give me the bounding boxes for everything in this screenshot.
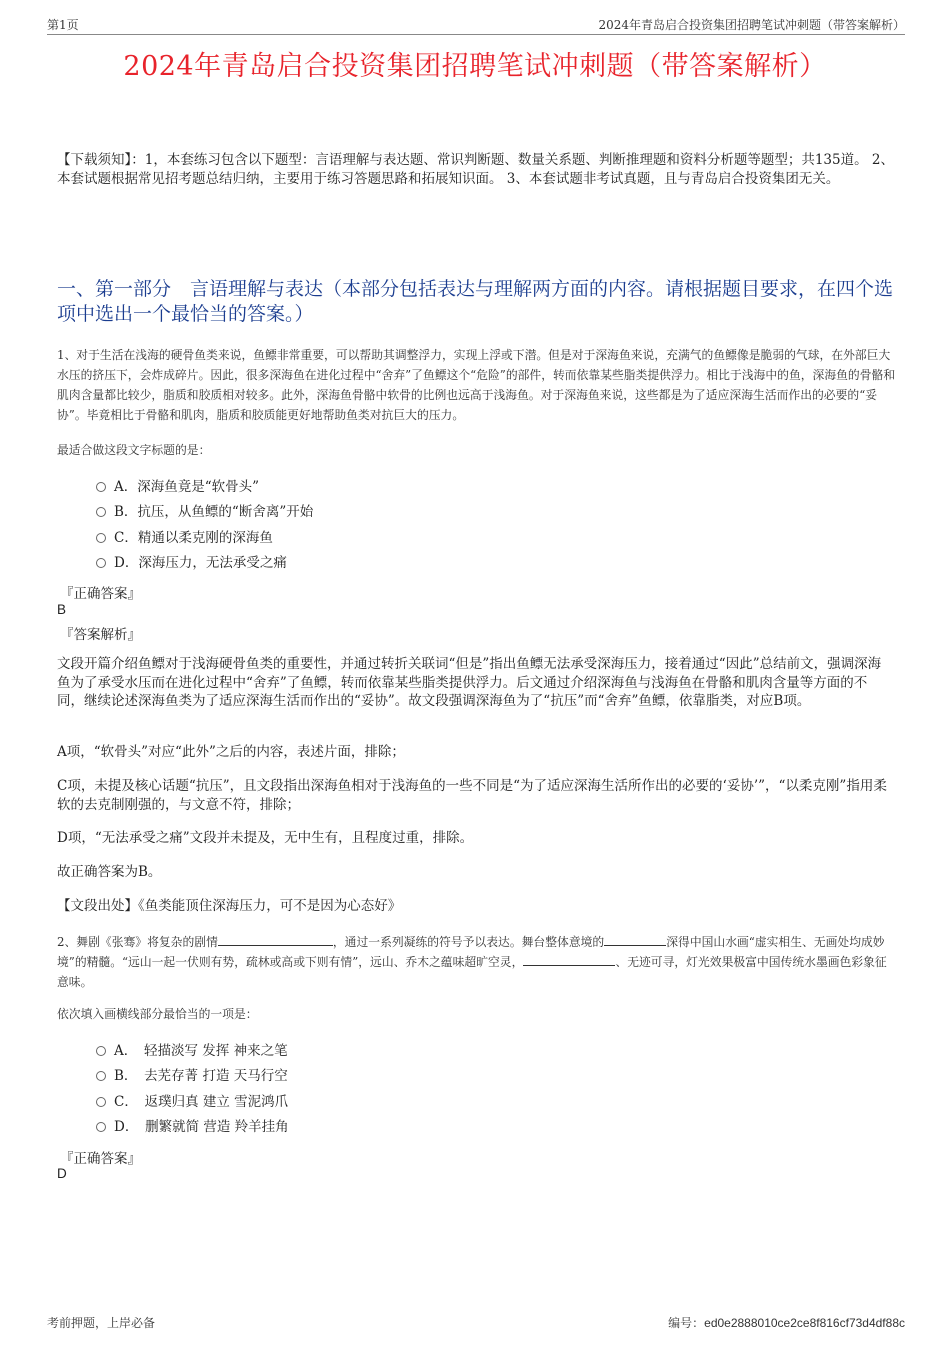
question-2-option-c[interactable]: C． 返璞归真 建立 雪泥鸿爪	[96, 1091, 288, 1113]
analysis-paragraph: C项，未提及核心话题“抗压”，且文段指出深海鱼相对于浅海鱼的一些不同是“为了适应深海生活所作出的必要的‘妥协’”，“以柔克刚”指用柔软的去克制刚强的，与文意不符，排除；	[57, 778, 887, 813]
page-title: 2024年青岛启合投资集团招聘笔试冲刺题（带答案解析）	[123, 51, 827, 82]
radio-icon[interactable]	[96, 1071, 106, 1081]
radio-icon[interactable]	[96, 533, 106, 543]
question-2-text: 2、舞剧《张骞》将复杂的剧情 ，通过一系列凝练的符号予以表达。舞台整体意境的 深得中国山水画“虚实相生、无画处均成妙境”的精髓。“远山一起一伏则有势，疏林或高或下则有情”，远山、乔木之蕴味超旷空灵， 、无迹可寻，灯光效果极富中国传统水墨画色彩象征意味。	[57, 935, 887, 989]
fill-blank	[218, 933, 333, 946]
section-heading: 一、第一部分 言语理解与表达（本部分包括表达与理解两方面的内容。请根据题目要求，在四个选项中选出一个最恰当的答案。）	[57, 278, 894, 325]
question-1-answer: B	[57, 602, 67, 617]
footer-code: 编号：ed0e2888010ce2ce8f816cf73d4df88c	[668, 1316, 905, 1330]
analysis-paragraph: D项，“无法承受之痛”文段并未提及，无中生有，且程度过重，排除。	[57, 830, 474, 846]
radio-icon[interactable]	[96, 1097, 106, 1107]
question-2-prompt: 依次填入画横线部分最恰当的一项是：	[57, 1007, 258, 1021]
question-1-option-d[interactable]: D．深海压力，无法承受之痛	[96, 552, 287, 574]
radio-icon[interactable]	[96, 1122, 106, 1132]
footer-slogan: 考前押题，上岸必备	[47, 1316, 156, 1330]
question-2-option-b[interactable]: B． 去芜存菁 打造 天马行空	[96, 1065, 288, 1087]
analysis-paragraph: 故正确答案为B。	[57, 864, 162, 880]
radio-icon[interactable]	[96, 558, 106, 568]
question-1-prompt: 最适合做这段文字标题的是：	[57, 443, 211, 457]
fill-blank	[604, 933, 666, 946]
analysis-paragraph: A项，“软骨头”对应“此外”之后的内容，表述片面，排除；	[57, 744, 405, 760]
page-number: 第1页	[47, 18, 79, 32]
radio-icon[interactable]	[96, 482, 106, 492]
header-divider	[47, 34, 905, 35]
radio-icon[interactable]	[96, 507, 106, 517]
question-2-option-d[interactable]: D． 删繁就简 营造 羚羊挂角	[96, 1116, 289, 1138]
question-2-answer-label: 『正确答案』	[60, 1151, 141, 1167]
fill-blank	[523, 953, 615, 966]
question-1-option-b[interactable]: B．抗压，从鱼鳔的“断舍离”开始	[96, 501, 313, 523]
radio-icon[interactable]	[96, 1046, 106, 1056]
question-1-text: 1、对于生活在浅海的硬骨鱼类来说，鱼鳔非常重要，可以帮助其调整浮力，实现上浮或下潜。但是对于深海鱼来说，充满气的鱼鳔像是脆弱的气球，在外部巨大水压的挤压下，会炸成碎片。因此，很多深海鱼在进化过程中“舍弃”了鱼鳔这个“危险”的部件，转而依靠某些脂类提供浮力。相比于浅海中的鱼，深海鱼的骨骼和肌肉含量都比较少，脂质和胶质相对较多。此外，深海鱼骨骼中软骨的比例也远高于浅海鱼。对于深海鱼来说，这些都是为了适应深海生活而作出的必要的“妥协”。毕竟相比于骨骼和肌肉，脂质和胶质能更好地帮助鱼类对抗巨大的压力。	[57, 348, 896, 422]
source-citation: 【文段出处】《鱼类能顶住深海压力，可不是因为心态好》	[57, 898, 402, 914]
question-2-option-a[interactable]: A． 轻描淡写 发挥 神来之笔	[96, 1040, 288, 1062]
question-1-option-a[interactable]: A．深海鱼竟是“软骨头”	[96, 476, 259, 498]
analysis-paragraph: 文段开篇介绍鱼鳔对于浅海硬骨鱼类的重要性，并通过转折关联词“但是”指出鱼鳔无法承受深海压力，接着通过“因此”总结前文，强调深海鱼为了承受水压而在进化过程中“舍弃”了鱼鳔，转而依靠某些脂类提供浮力。后文通过介绍深海鱼与浅海鱼在骨骼和肌肉含量等方面的不同，继续论述深海鱼类为了适应深海生活而作出的“妥协”。故文段强调深海鱼为了“抗压”而“舍弃”鱼鳔，依靠脂类，对应B项。	[57, 656, 882, 709]
download-notice: 【下载须知】：1，本套练习包含以下题型：言语理解与表达题、常识判断题、数量关系题、判断推理题和资料分析题等题型；共135道。 2、本套试题根据常见招考题总结归纳，主要用于练习答题思路和拓展知识面。 3、本套试题非考试真题，且与青岛启合投资集团无关。	[57, 152, 894, 187]
question-1-analysis-label: 『答案解析』	[60, 627, 141, 643]
question-2-answer: D	[57, 1166, 67, 1181]
question-1-option-c[interactable]: C．精通以柔克刚的深海鱼	[96, 527, 273, 549]
question-1-answer-label: 『正确答案』	[60, 586, 141, 602]
header-doc-title: 2024年青岛启合投资集团招聘笔试冲刺题（带答案解析）	[598, 18, 905, 32]
